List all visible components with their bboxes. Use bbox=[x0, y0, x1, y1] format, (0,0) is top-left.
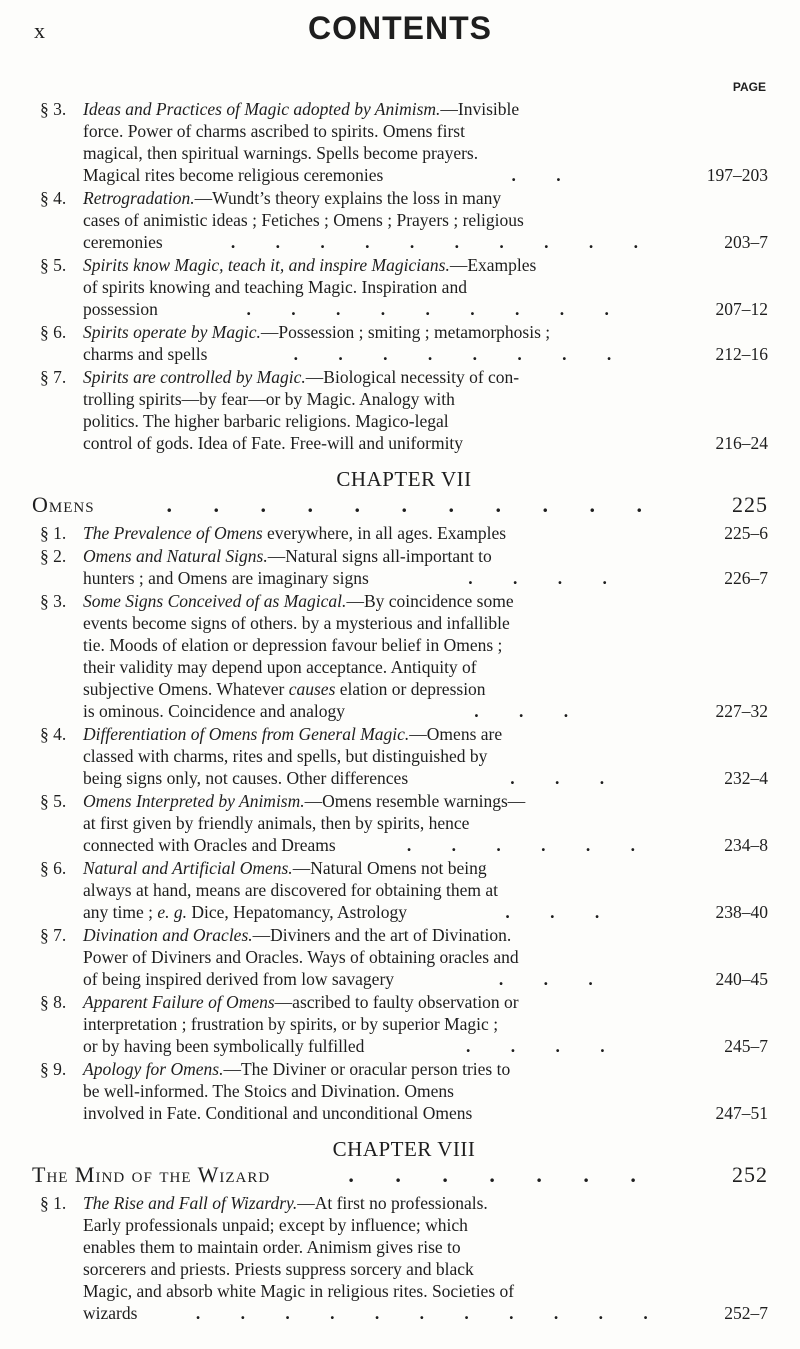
chapter-7-title-line bbox=[32, 494, 768, 516]
entry-text-line: always at hand, means are discovered for obtaining them at bbox=[83, 880, 498, 900]
entry-text-line: Some Signs Conceived of as Magical.—By coincidence some bbox=[83, 591, 514, 611]
leader-dots: . . . bbox=[474, 701, 587, 721]
entry-text-line: sorcerers and priests. Priests suppress sorcery and black bbox=[83, 1259, 474, 1279]
entry-text-line: being signs only, not causes. Other differences . . . 232–4 bbox=[83, 768, 768, 788]
leader-dots: . . . . . . . . bbox=[293, 344, 630, 364]
chapter-7-title: Omens bbox=[32, 492, 95, 517]
leader-dots: . . . . bbox=[468, 568, 625, 588]
entry-text-line: possession . . . . . . . . . 207–12 bbox=[83, 299, 768, 319]
entry-text-line: Spirits operate by Magic.—Possession ; smiting ; metamorphosis ; bbox=[83, 322, 551, 342]
contents-entry bbox=[40, 991, 768, 1057]
contents-entry bbox=[40, 522, 768, 544]
contents-entry bbox=[40, 590, 768, 722]
entry-text-line: connected with Oracles and Dreams . . . . . . 234–8 bbox=[83, 835, 768, 855]
leader-dots: . . bbox=[511, 165, 579, 185]
contents-entry bbox=[40, 723, 768, 789]
leader-dots: . . . bbox=[510, 768, 623, 788]
entry-page-range: 197–203 bbox=[706, 165, 768, 185]
section-number: § 3. bbox=[40, 591, 67, 611]
entry-text-line: Spirits are controlled by Magic.—Biological necessity of con- bbox=[83, 367, 520, 387]
leader-dots: . . . . . . . . . bbox=[246, 299, 627, 319]
entry-page-range: 247–51 bbox=[715, 1103, 768, 1123]
leader-dots: . . . . . . bbox=[406, 835, 654, 855]
entry-page-range: 240–45 bbox=[715, 969, 768, 989]
contents-entry bbox=[40, 254, 768, 320]
section-number: § 5. bbox=[40, 791, 67, 811]
entry-text-line: politics. The higher barbaric religions. Magico-legal bbox=[83, 411, 449, 431]
contents-entry bbox=[40, 1192, 768, 1324]
chapter-8-title-line bbox=[32, 1164, 768, 1186]
section-number: § 2. bbox=[40, 546, 67, 566]
section-number: § 1. bbox=[40, 523, 67, 543]
leader-dots bbox=[463, 432, 715, 454]
entry-text-line: enables them to maintain order. Animism gives rise to bbox=[83, 1237, 461, 1257]
contents-entry bbox=[40, 857, 768, 923]
entry-text-line: trolling spirits—by fear—or by Magic. Analogy with bbox=[83, 389, 455, 409]
entry-page-range: 226–7 bbox=[724, 568, 768, 588]
entry-page-range: 252–7 bbox=[724, 1303, 768, 1323]
contents-entry bbox=[40, 98, 768, 186]
chapter-7-heading: CHAPTER VII bbox=[336, 467, 472, 491]
chapter-7-page: 225 bbox=[732, 492, 768, 517]
page-column-label: PAGE bbox=[732, 80, 766, 94]
entry-text-line: events become signs of others. by a mysterious and infallible bbox=[83, 613, 510, 633]
entry-text-line: is ominous. Coincidence and analogy . . . 227–32 bbox=[83, 701, 768, 721]
entry-page-range: 227–32 bbox=[715, 701, 768, 721]
entry-page-range: 212–16 bbox=[715, 344, 768, 364]
entry-text-line: charms and spells . . . . . . . . 212–16 bbox=[83, 344, 768, 364]
entry-text-line: Magical rites become religious ceremonies . . 197–203 bbox=[83, 165, 768, 185]
leader-dots: . . . . . . . . . . . bbox=[195, 1303, 666, 1323]
entry-text-line: Omens and Natural Signs.—Natural signs all-important to bbox=[83, 546, 492, 566]
section-number: § 1. bbox=[40, 1193, 67, 1213]
entry-page-range: 207–12 bbox=[715, 299, 768, 319]
entry-page-range: 232–4 bbox=[724, 768, 768, 788]
section-number: § 4. bbox=[40, 724, 67, 744]
chapter-8-sections bbox=[40, 1192, 768, 1324]
leader-dots: . . . . . . . bbox=[348, 1162, 654, 1187]
section-number: § 5. bbox=[40, 255, 67, 275]
leader-dots: . . . . . . . . . . . bbox=[166, 492, 661, 517]
entry-page-range: 245–7 bbox=[724, 1036, 768, 1056]
section-number: § 6. bbox=[40, 322, 67, 342]
leader-dots: . . . . . . . . . . bbox=[230, 232, 657, 252]
leader-dots bbox=[472, 1102, 715, 1124]
section-number: § 6. bbox=[40, 858, 67, 878]
entry-page-range: 203–7 bbox=[724, 232, 768, 252]
entry-text-line: Power of Diviners and Oracles. Ways of obtaining oracles and bbox=[83, 947, 519, 967]
entry-text-line: their validity may depend upon acceptance. Antiquity of bbox=[83, 657, 477, 677]
entry-page-range: 238–40 bbox=[715, 902, 768, 922]
chapter-6-sections bbox=[40, 98, 768, 454]
chapter-7-sections bbox=[40, 522, 768, 1124]
entry-text-line: ceremonies . . . . . . . . . . 203–7 bbox=[83, 232, 768, 252]
section-number: § 4. bbox=[40, 188, 67, 208]
contents-entry bbox=[40, 545, 768, 589]
entry-text-line: of being inspired derived from low savagery . . . 240–45 bbox=[83, 969, 768, 989]
section-number: § 7. bbox=[40, 925, 67, 945]
entry-text-line: at first given by friendly animals, then by spirits, hence bbox=[83, 813, 470, 833]
entry-text-line: force. Power of charms ascribed to spirits. Omens first bbox=[83, 121, 465, 141]
entry-text-line: hunters ; and Omens are imaginary signs . . . . 226–7 bbox=[83, 568, 768, 588]
entry-text-line: Spirits know Magic, teach it, and inspire Magicians.—Examples bbox=[83, 255, 537, 275]
entry-text-line: Differentiation of Omens from General Magic.—Omens are bbox=[83, 724, 503, 744]
chapter-8-heading: CHAPTER VIII bbox=[332, 1137, 476, 1161]
entry-text-line: Omens Interpreted by Animism.—Omens resemble warnings— bbox=[83, 791, 526, 811]
entry-text-line: control of gods. Idea of Fate. Free-will and uniformity 216–24 bbox=[83, 433, 768, 453]
running-head: CONTENTS bbox=[308, 10, 492, 46]
leader-dots: . . . bbox=[498, 969, 611, 989]
leader-dots bbox=[506, 522, 724, 544]
entry-text-line: Natural and Artificial Omens.—Natural Omens not being bbox=[83, 858, 487, 878]
entry-text-line: wizards . . . . . . . . . . . 252–7 bbox=[83, 1303, 768, 1323]
entry-text-line: cases of animistic ideas ; Fetiches ; Omens ; Prayers ; religious bbox=[83, 210, 524, 230]
entry-text-line: magical, then spiritual warnings. Spells become prayers. bbox=[83, 143, 479, 163]
entry-text-line: of spirits knowing and teaching Magic. Inspiration and bbox=[83, 277, 467, 297]
chapter-8-title: The Mind of the Wizard bbox=[32, 1162, 271, 1187]
entry-text-line: involved in Fate. Conditional and unconditional Omens 247–51 bbox=[83, 1103, 768, 1123]
entry-text-line: Ideas and Practices of Magic adopted by Animism.—Invisible bbox=[83, 99, 520, 119]
section-number: § 8. bbox=[40, 992, 67, 1012]
entry-text-line: Apology for Omens.—The Diviner or oracular person tries to bbox=[83, 1059, 511, 1079]
chapter-8-page: 252 bbox=[732, 1162, 768, 1187]
entry-page-range: 234–8 bbox=[724, 835, 768, 855]
leader-dots: . . . . bbox=[466, 1036, 623, 1056]
entry-text-line: Magic, and absorb white Magic in religious rites. Societies of bbox=[83, 1281, 515, 1301]
entry-text-line: be well-informed. The Stoics and Divination. Omens bbox=[83, 1081, 454, 1101]
entry-page-range: 216–24 bbox=[715, 433, 768, 453]
entry-text-line: Apparent Failure of Omens—ascribed to faulty observation or bbox=[83, 992, 519, 1012]
entry-text-line: Retrogradation.—Wundt’s theory explains the loss in many bbox=[83, 188, 502, 208]
entry-text-line: Early professionals unpaid; except by influence; which bbox=[83, 1215, 468, 1235]
entry-text-line: The Prevalence of Omens everywhere, in all ages. Examples 225–6 bbox=[83, 523, 768, 543]
contents-list bbox=[32, 98, 768, 1325]
leader-dots: . . . bbox=[505, 902, 618, 922]
contents-entry bbox=[40, 790, 768, 856]
section-number: § 9. bbox=[40, 1059, 67, 1079]
entry-text-line: interpretation ; frustration by spirits, or by superior Magic ; bbox=[83, 1014, 499, 1034]
contents-entry bbox=[40, 1058, 768, 1124]
entry-text-line: classed with charms, rites and spells, but distinguished by bbox=[83, 746, 488, 766]
entry-text-line: Divination and Oracles.—Diviners and the art of Divination. bbox=[83, 925, 512, 945]
entry-text-line: subjective Omens. Whatever causes elation or depression bbox=[83, 679, 486, 699]
entry-page-range: 225–6 bbox=[724, 523, 768, 543]
contents-entry bbox=[40, 321, 768, 365]
entry-text-line: The Rise and Fall of Wizardry.—At first no professionals. bbox=[83, 1193, 488, 1213]
contents-entry bbox=[40, 366, 768, 454]
section-number: § 7. bbox=[40, 367, 67, 387]
section-number: § 3. bbox=[40, 99, 67, 119]
contents-entry bbox=[40, 924, 768, 990]
entry-text-line: tie. Moods of elation or depression favour belief in Omens ; bbox=[83, 635, 503, 655]
contents-entry bbox=[40, 187, 768, 253]
entry-text-line: or by having been symbolically fulfilled . . . . 245–7 bbox=[83, 1036, 768, 1056]
entry-text-line: any time ; e. g. Dice, Hepatomancy, Astrology . . . 238–40 bbox=[83, 902, 768, 922]
page-number: x bbox=[34, 18, 45, 43]
